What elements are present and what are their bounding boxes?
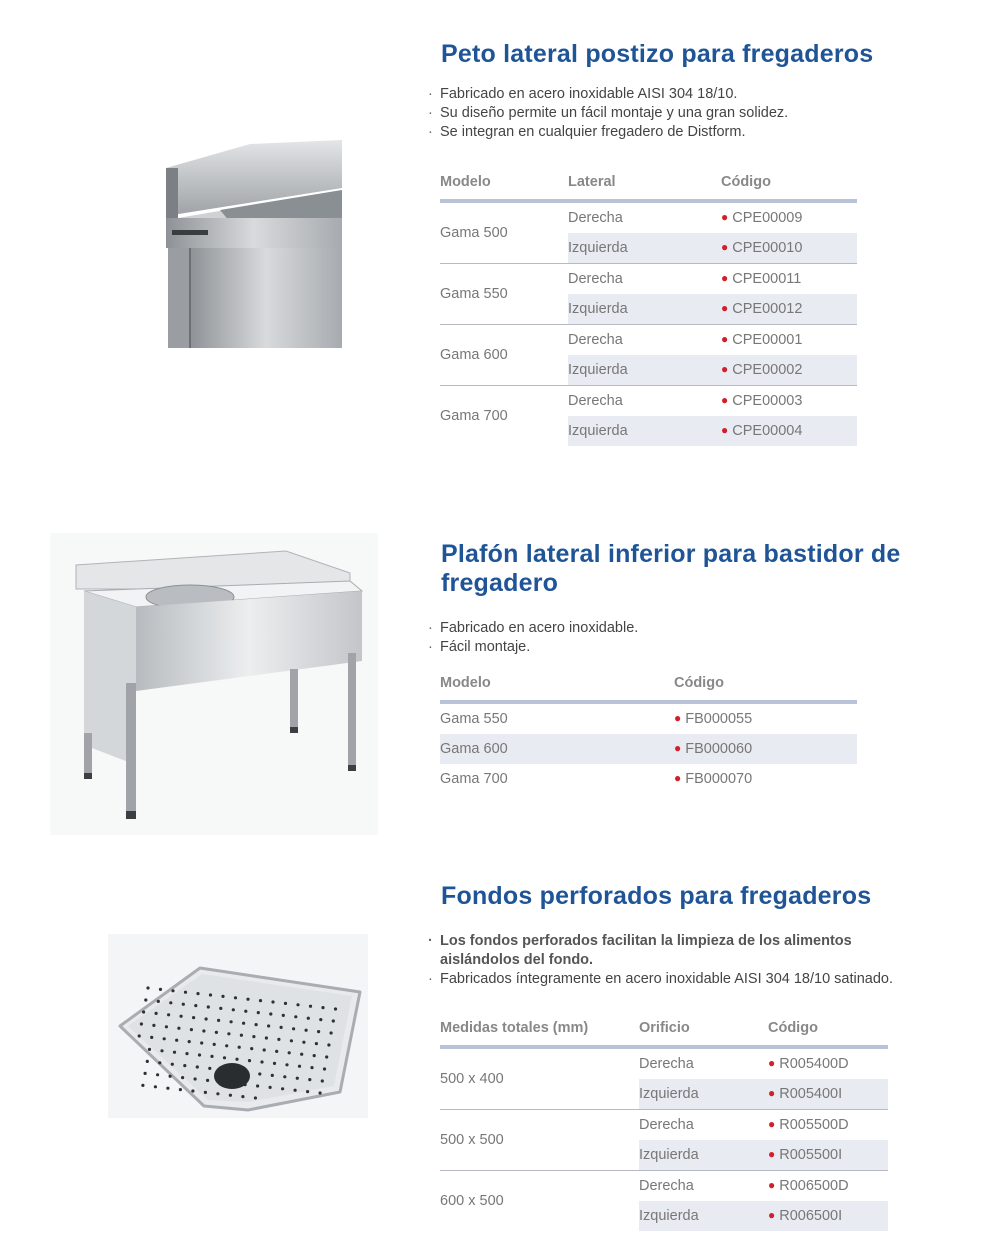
code-cell: ● CPE00010: [721, 233, 857, 264]
bullet-dot-icon: ●: [674, 741, 682, 755]
table-row: [440, 1171, 888, 1202]
model-cell: Gama 500: [440, 225, 508, 241]
bullet-item: · Fabricado en acero inoxidable AISI 304 18/10.: [428, 85, 788, 104]
perforation-hole: [138, 1034, 141, 1037]
model-cell: Gama 550: [440, 264, 568, 325]
perforation-hole: [244, 1010, 247, 1013]
table-row: [440, 734, 857, 764]
bullets-fondos-2: [428, 970, 893, 989]
perforation-hole: [315, 1042, 318, 1045]
code-cell: ● CPE00009: [721, 210, 803, 226]
code-cell: ● CPE00003: [721, 386, 857, 417]
perforation-hole: [196, 1065, 199, 1068]
perforation-hole: [194, 1004, 197, 1007]
perforation-hole: [205, 1017, 208, 1020]
perforation-hole: [216, 1092, 219, 1095]
code-cell: ● FB000070: [674, 771, 753, 787]
side-cell: Derecha: [639, 1056, 694, 1072]
bullet-dot-icon: ●: [721, 301, 729, 315]
bullet-dot-icon: ●: [721, 271, 729, 285]
table-row: [440, 325, 857, 356]
perforation-hole: [232, 1008, 235, 1011]
perforation-hole: [157, 1000, 160, 1003]
perforation-hole: [141, 1084, 144, 1087]
code-cell: ● R005500I: [768, 1140, 888, 1171]
code-cell: ● R005500D: [768, 1110, 888, 1141]
table-row: [440, 201, 857, 233]
perforation-hole: [210, 1055, 213, 1058]
table-row: [440, 702, 857, 734]
perforation-hole: [330, 1031, 333, 1034]
perforation-hole: [192, 1016, 195, 1019]
perforation-hole: [269, 1086, 272, 1089]
perforation-hole: [165, 1025, 168, 1028]
table-peto: [440, 170, 857, 446]
perforation-hole: [190, 1028, 193, 1031]
model-cell: 500 x 500: [440, 1110, 639, 1171]
perforation-hole: [202, 1029, 205, 1032]
perforation-hole: [246, 998, 249, 1001]
perforation-hole: [323, 1067, 326, 1070]
code-cell: ● FB000060: [674, 734, 857, 764]
model-cell: Gama 600: [440, 325, 568, 386]
col-header-orificio: Orificio: [639, 1016, 768, 1047]
perforation-hole: [283, 1075, 286, 1078]
perforation-hole: [200, 1041, 203, 1044]
perforation-hole: [184, 991, 187, 994]
code-cell: ● CPE00011: [721, 264, 857, 295]
perforation-hole: [179, 1088, 182, 1091]
model-cell: Gama 700: [440, 771, 508, 787]
perforation-hole: [230, 1020, 233, 1023]
perforation-hole: [307, 1017, 310, 1020]
perforation-hole: [166, 1087, 169, 1090]
perforation-hole: [159, 988, 162, 991]
perforation-hole: [229, 1094, 232, 1097]
perforation-hole: [185, 1052, 188, 1055]
perforation-hole: [296, 1077, 299, 1080]
model-cell: Gama 600: [440, 734, 674, 764]
side-cell: Izquierda: [639, 1079, 768, 1110]
perforation-hole: [191, 1089, 194, 1092]
perforation-hole: [188, 1040, 191, 1043]
table-plafon: [440, 671, 857, 794]
perforation-hole: [273, 1062, 276, 1065]
perforation-hole: [235, 1058, 238, 1061]
perforation-hole: [284, 1002, 287, 1005]
side-cell: Izquierda: [639, 1201, 768, 1231]
perforation-hole: [215, 1031, 218, 1034]
perforation-hole: [234, 996, 237, 999]
table-row: [440, 386, 857, 417]
bullet-dot-icon: ●: [768, 1178, 776, 1192]
bullets-fondos: [428, 932, 852, 970]
bullet-dot-icon: ●: [721, 423, 729, 437]
perforation-hole: [208, 1067, 211, 1070]
perforation-hole: [144, 1072, 147, 1075]
perforation-hole: [182, 1003, 185, 1006]
perforation-hole: [209, 993, 212, 996]
perforation-hole: [217, 1019, 220, 1022]
col-header-modelo: Modelo: [440, 170, 568, 201]
perforation-hole: [248, 1059, 251, 1062]
perforation-hole: [242, 1022, 245, 1025]
perforation-hole: [206, 1079, 209, 1082]
perforation-hole: [173, 1051, 176, 1054]
perforation-hole: [241, 1095, 244, 1098]
perforation-hole: [257, 1011, 260, 1014]
perforation-hole: [169, 1075, 172, 1078]
perforation-hole: [308, 1078, 311, 1081]
perforation-hole: [302, 1041, 305, 1044]
perforation-hole: [282, 1014, 285, 1017]
perforation-hole: [334, 1007, 337, 1010]
bullets-plafon: [428, 619, 638, 657]
perforation-hole: [306, 1090, 309, 1093]
perforation-hole: [171, 989, 174, 992]
perforation-hole: [332, 1019, 335, 1022]
code-cell: ● R005400I: [768, 1079, 888, 1110]
perforation-hole: [150, 1036, 153, 1039]
table-row: [440, 264, 857, 295]
code-cell: ● FB000055: [674, 711, 753, 727]
perforation-hole: [319, 1018, 322, 1021]
perforation-hole: [294, 1089, 297, 1092]
section-title-peto: Peto lateral postizo para fregaderos: [441, 40, 874, 68]
perforation-hole: [155, 1012, 158, 1015]
perforation-hole: [158, 1061, 161, 1064]
perforation-hole: [265, 1036, 268, 1039]
perforation-hole: [319, 1091, 322, 1094]
perforation-hole: [259, 999, 262, 1002]
perforation-hole: [321, 1079, 324, 1082]
perforation-hole: [300, 1053, 303, 1056]
col-header-medidas: Medidas totales (mm): [440, 1016, 639, 1047]
perforation-hole: [219, 1007, 222, 1010]
bullet-item: · Fabricados íntegramente en acero inoxidable AISI 304 18/10 satinado.: [428, 970, 893, 989]
bullet-dot-icon: ●: [674, 771, 682, 785]
perforation-hole: [292, 1027, 295, 1030]
perforation-hole: [146, 986, 149, 989]
perforation-hole: [160, 1049, 163, 1052]
perforation-hole: [227, 1032, 230, 1035]
bullet-dot-icon: ●: [721, 332, 729, 346]
side-cell: Izquierda: [639, 1140, 768, 1171]
perforation-hole: [275, 1050, 278, 1053]
perforation-hole: [254, 1096, 257, 1099]
section-title-fondos: Fondos perforados para fregaderos: [441, 882, 872, 910]
perforation-hole: [240, 1034, 243, 1037]
perforation-hole: [310, 1066, 313, 1069]
perforation-hole: [221, 995, 224, 998]
perforation-hole: [288, 1051, 291, 1054]
perforation-hole: [198, 1053, 201, 1056]
perforation-hole: [196, 992, 199, 995]
perforation-hole: [255, 1023, 258, 1026]
col-header-codigo: Código: [768, 1016, 888, 1047]
perforation-hole: [309, 1005, 312, 1008]
table-row: [440, 1110, 888, 1141]
bullet-dot-icon: ●: [721, 240, 729, 254]
model-cell: Gama 700: [440, 386, 568, 447]
code-cell: ● R005400D: [768, 1056, 849, 1072]
side-cell: Izquierda: [568, 416, 721, 446]
perforation-hole: [321, 1006, 324, 1009]
perforation-hole: [327, 1043, 330, 1046]
perforation-hole: [146, 1060, 149, 1063]
perforation-hole: [177, 1027, 180, 1030]
perforation-hole: [154, 1085, 157, 1088]
perforation-hole: [256, 1084, 259, 1087]
perforation-hole: [280, 1026, 283, 1029]
sink-frame-photo: [50, 533, 378, 835]
perforation-hole: [181, 1076, 184, 1079]
side-cell: Izquierda: [568, 233, 721, 264]
bullet-item: · Su diseño permite un fácil montaje y una gran solidez.: [428, 104, 788, 123]
bullet-dot-icon: ●: [721, 210, 729, 224]
bullet-item: · Fácil montaje.: [428, 638, 638, 657]
perforation-hole: [213, 1043, 216, 1046]
table-row: [440, 764, 857, 794]
perforation-hole: [317, 1030, 320, 1033]
perforation-hole: [180, 1015, 183, 1018]
bullet-item: · Los fondos perforados facilitan la limpieza de los alimentos aislándolos del fondo.: [428, 932, 852, 970]
perforation-hole: [156, 1073, 159, 1076]
code-cell: ● CPE00012: [721, 294, 857, 325]
model-cell: 600 x 500: [440, 1171, 639, 1232]
bullets-peto: [428, 85, 788, 142]
bullet-dot-icon: ●: [768, 1117, 776, 1131]
bullet-dot-icon: ●: [768, 1056, 776, 1070]
col-header-lateral: Lateral: [568, 170, 721, 201]
perforation-hole: [171, 1063, 174, 1066]
title-line-1: Plafón lateral inferior para bastidor de: [441, 540, 901, 568]
perforation-hole: [223, 1056, 226, 1059]
perforation-hole: [252, 1035, 255, 1038]
col-header-codigo: Código: [721, 170, 857, 201]
perforation-hole: [169, 1001, 172, 1004]
perforation-hole: [271, 1074, 274, 1077]
perforation-hole: [267, 1024, 270, 1027]
perforation-hole: [263, 1048, 266, 1051]
perforation-hole: [175, 1039, 178, 1042]
bullet-dot-icon: ●: [721, 362, 729, 376]
perforation-hole: [296, 1003, 299, 1006]
perforation-hole: [271, 1000, 274, 1003]
side-cell: Derecha: [639, 1171, 768, 1202]
perforation-hole: [285, 1063, 288, 1066]
bullet-dot-icon: ●: [674, 711, 682, 725]
bullet-dot-icon: ●: [768, 1208, 776, 1222]
side-cell: Izquierda: [568, 294, 721, 325]
bullet-dot-icon: ●: [768, 1147, 776, 1161]
code-cell: ● R006500D: [768, 1171, 888, 1202]
section-title-plafon: [441, 540, 901, 598]
code-cell: ● CPE00001: [721, 325, 857, 356]
side-cell: Izquierda: [568, 355, 721, 386]
perforation-hole: [204, 1091, 207, 1094]
perforation-hole: [140, 1022, 143, 1025]
side-cell: Derecha: [568, 386, 721, 417]
perforated-bottom-photo: [108, 934, 368, 1118]
col-header-codigo: Código: [674, 671, 857, 702]
bullet-item: · Fabricado en acero inoxidable.: [428, 619, 638, 638]
code-cell: ● CPE00002: [721, 355, 857, 386]
perforation-hole: [258, 1072, 261, 1075]
model-cell: Gama 550: [440, 711, 508, 727]
perforation-hole: [194, 1077, 197, 1080]
perforation-hole: [290, 1039, 293, 1042]
perforation-hole: [167, 1013, 170, 1016]
side-cell: Derecha: [639, 1110, 768, 1141]
bullet-dot-icon: ●: [768, 1086, 776, 1100]
perforation-hole: [148, 1048, 151, 1051]
side-cell: Derecha: [568, 210, 623, 226]
perforation-hole: [183, 1064, 186, 1067]
perforation-hole: [207, 1005, 210, 1008]
perforation-hole: [144, 998, 147, 1001]
bullet-dot-icon: ●: [721, 393, 729, 407]
perforation-hole: [281, 1087, 284, 1090]
table-header-row: [440, 170, 857, 201]
code-cell: ● R006500I: [768, 1201, 888, 1231]
perforation-hole: [142, 1010, 145, 1013]
bullet-item: · Se integran en cualquier fregadero de Distform.: [428, 123, 788, 142]
side-cell: Derecha: [568, 264, 721, 295]
table-row: [440, 1047, 888, 1079]
col-header-modelo: Modelo: [440, 671, 674, 702]
perforation-hole: [260, 1060, 263, 1063]
perforation-hole: [250, 1047, 253, 1050]
backsplash-sink-photo: [160, 138, 342, 350]
perforation-hole: [305, 1029, 308, 1032]
perforation-hole: [238, 1046, 241, 1049]
model-cell: 500 x 400: [440, 1071, 504, 1087]
table-header-row: [440, 1016, 888, 1047]
perforation-hole: [294, 1015, 297, 1018]
perforation-hole: [152, 1024, 155, 1027]
perforation-hole: [163, 1037, 166, 1040]
table-header-row: [440, 671, 857, 702]
title-line-2: fregadero: [441, 569, 559, 597]
perforation-hole: [277, 1038, 280, 1041]
side-cell: Derecha: [568, 325, 721, 356]
perforation-hole: [298, 1065, 301, 1068]
perforation-hole: [269, 1012, 272, 1015]
code-cell: ● CPE00004: [721, 416, 857, 446]
perforation-hole: [225, 1044, 228, 1047]
table-fondos: [440, 1016, 888, 1231]
perforation-hole: [325, 1055, 328, 1058]
perforation-hole: [313, 1054, 316, 1057]
